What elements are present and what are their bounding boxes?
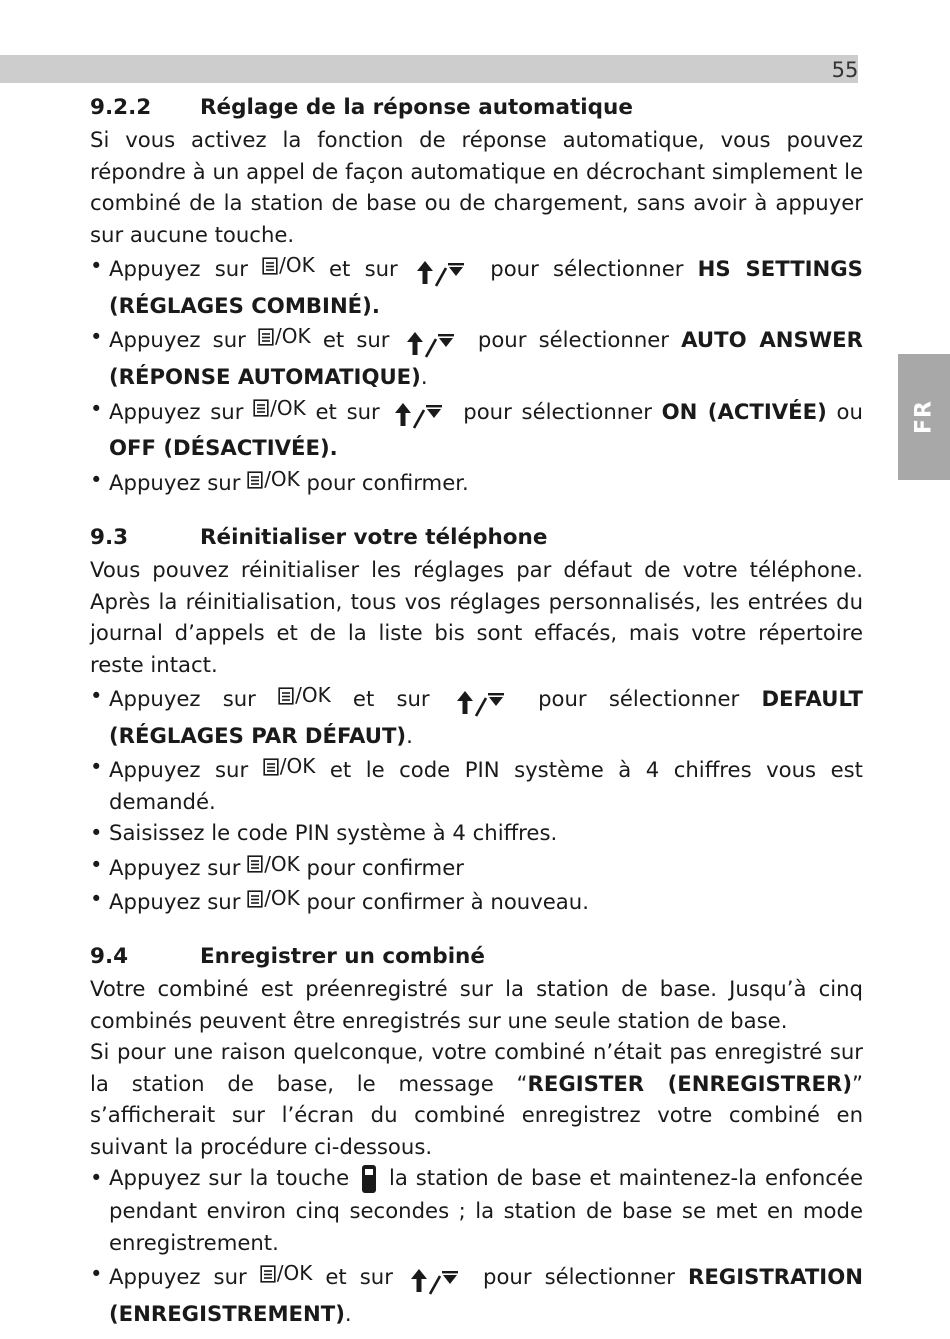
- section-number: 9.2.2: [90, 95, 152, 120]
- page-number: 55: [831, 58, 859, 82]
- section-paragraph: Si pour une raison quelconque, votre combiné n’était pas enregistré sur la station de base, le message “REGISTER (ENREGISTRER)” s’afficherait sur l’écran du combiné enregistrez votre combiné en suivant la procédure ci-dessous.: [90, 1039, 864, 1159]
- list-item: • Appuyez sur la touche la station de base et maintenez-la enfoncée pendant environ cinq secondes ; la station de base se met en mode enregistrement.: [90, 1162, 863, 1258]
- menu-ok-key: /OK: [253, 393, 306, 425]
- section-title: Réglage de la réponse automatique: [200, 95, 633, 120]
- screen-message: REGISTER (ENREGISTRER): [527, 1070, 853, 1096]
- page-content: [90, 92, 863, 1329]
- up-down-arrows-icon: [455, 686, 513, 720]
- up-down-arrows-icon: [393, 398, 451, 432]
- menu-ok-key: /OK: [247, 464, 300, 496]
- up-down-arrows-icon: [405, 327, 463, 361]
- section-heading-9-4: [90, 941, 863, 973]
- section-number: 9.4: [90, 944, 129, 969]
- section-intro: Si vous activez la fonction de réponse automatique, vous pouvez répondre à un appel de façon automatique en décrochant simplement le combiné de la station de base ou de chargement, sans avoir à appuyer sur aucune touche.: [90, 127, 863, 247]
- list-item: • Appuyez sur /OK pour confirmer.: [90, 464, 863, 498]
- list-item: • Appuyez sur /OK et sur pour sélectionner REGISTRATION (ENREGISTREMENT).: [90, 1258, 863, 1329]
- list-item: • Appuyez sur /OK pour confirmer: [90, 849, 863, 883]
- menu-ok-key: /OK: [278, 680, 331, 712]
- menu-option: ON (ACTIVÉE): [661, 398, 827, 424]
- section-number: 9.3: [90, 525, 129, 550]
- menu-ok-key: /OK: [247, 849, 300, 881]
- up-down-arrows-icon: [415, 256, 473, 290]
- list-item: • Appuyez sur /OK pour confirmer à nouveau.: [90, 883, 863, 917]
- menu-ok-key: /OK: [262, 250, 315, 282]
- handset-page-icon: [360, 1163, 378, 1195]
- language-tab-label: FR: [911, 400, 937, 434]
- menu-ok-key: /OK: [263, 751, 316, 783]
- section-title: Enregistrer un combiné: [200, 944, 485, 969]
- menu-icon: [247, 855, 263, 873]
- menu-ok-key: /OK: [260, 1258, 313, 1290]
- section-title: Réinitialiser votre téléphone: [200, 525, 548, 550]
- menu-icon: [278, 687, 294, 705]
- menu-icon: [262, 257, 278, 275]
- menu-ok-key: /OK: [258, 321, 311, 353]
- language-tab: [898, 354, 950, 480]
- list-item: • Appuyez sur /OK et sur pour sélectionner ON (ACTIVÉE) ou OFF (DÉSACTIVÉE).: [90, 393, 863, 464]
- menu-option: DEFAULT (RÉGLAGES PAR DÉFAUT): [109, 685, 863, 748]
- menu-icon: [253, 399, 269, 417]
- up-down-arrows-icon: [409, 1264, 467, 1298]
- section-intro: Vous pouvez réinitialiser les réglages par défaut de votre téléphone. Après la réinitialisation, tous vos réglages personnalisés, les entrées du journal d’appels et de la liste bis sont effacés, mais votre répertoire reste intact.: [90, 557, 863, 677]
- instruction-list: [90, 1162, 863, 1329]
- instruction-list: [90, 680, 863, 917]
- menu-option: AUTO ANSWER (RÉPONSE AUTOMATIQUE): [109, 327, 863, 389]
- list-item: • Appuyez sur /OK et sur pour sélectionner HS SETTINGS (RÉGLAGES COMBINÉ).: [90, 250, 863, 321]
- menu-ok-key: /OK: [247, 883, 300, 915]
- menu-icon: [263, 758, 279, 776]
- list-item: • Appuyez sur /OK et sur pour sélectionner AUTO ANSWER (RÉPONSE AUTOMATIQUE).: [90, 321, 863, 392]
- header-bar: [0, 55, 858, 83]
- menu-icon: [247, 471, 263, 489]
- menu-option: OFF (DÉSACTIVÉE).: [109, 435, 338, 461]
- section-heading-9-2-2: [90, 92, 863, 124]
- section-heading-9-3: [90, 522, 863, 554]
- menu-icon: [258, 328, 274, 346]
- menu-option: HS SETTINGS (RÉGLAGES COMBINÉ).: [109, 255, 863, 318]
- section-intro: Votre combiné est préenregistré sur la station de base. Jusqu’à cinq combinés peuvent être enregistrés sur une seule station de base.: [90, 976, 863, 1033]
- menu-icon: [247, 890, 263, 908]
- menu-icon: [260, 1265, 276, 1283]
- list-item: • Appuyez sur /OK et le code PIN système à 4 chiffres vous est demandé.: [90, 751, 863, 817]
- list-item: • Saisissez le code PIN système à 4 chiffres.: [90, 817, 863, 849]
- list-item: • Appuyez sur /OK et sur pour sélectionner DEFAULT (RÉGLAGES PAR DÉFAUT).: [90, 680, 863, 751]
- instruction-list: [90, 250, 863, 498]
- menu-option: REGISTRATION (ENREGISTREMENT): [109, 1263, 863, 1326]
